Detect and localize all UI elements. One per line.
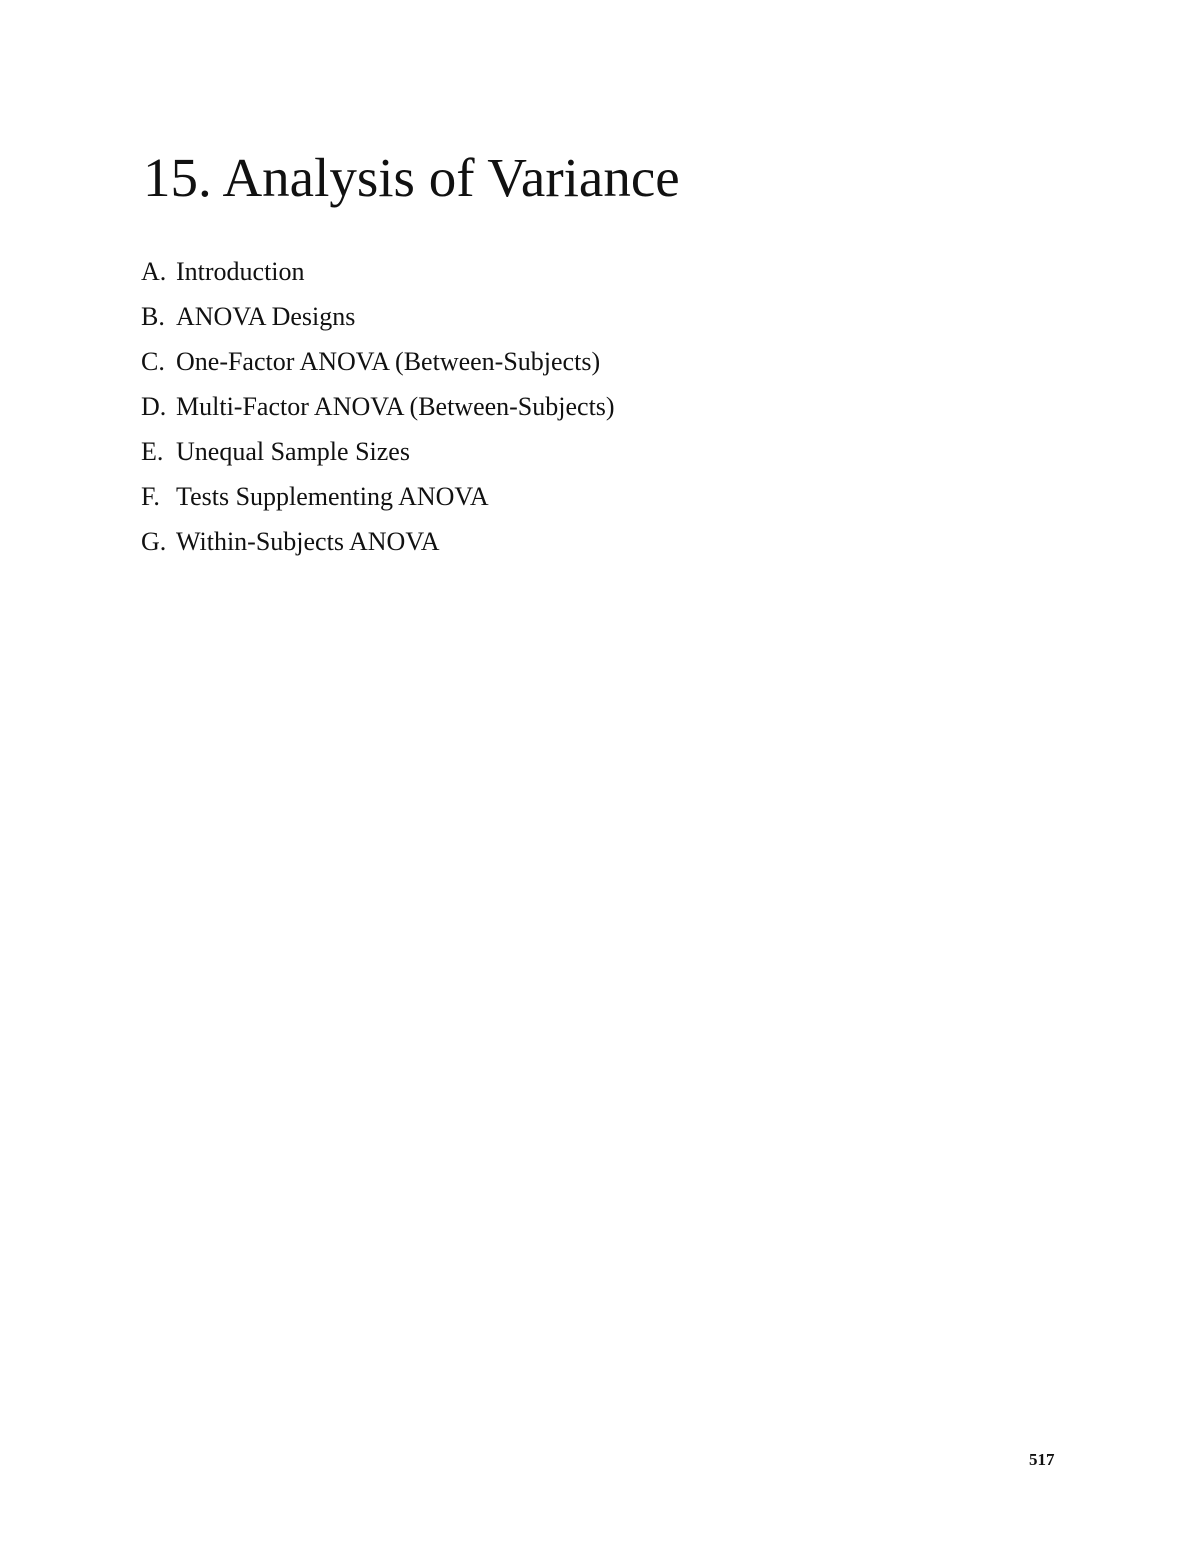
toc-item-letter: C.	[141, 347, 165, 376]
toc-item-label: ANOVA Designs	[176, 302, 356, 331]
toc-item	[141, 480, 615, 525]
toc-item	[141, 435, 615, 480]
toc-item-letter: F.	[141, 482, 160, 511]
toc-item-letter: B.	[141, 302, 165, 331]
toc-item	[141, 390, 615, 435]
toc-item-label: One-Factor ANOVA (Between-Subjects)	[176, 347, 601, 376]
toc-item-letter: D.	[141, 392, 167, 421]
toc-item-letter: E.	[141, 437, 164, 466]
chapter-contents-list	[141, 255, 615, 570]
toc-item-label: Multi-Factor ANOVA (Between-Subjects)	[176, 392, 615, 421]
toc-item	[141, 300, 615, 345]
toc-item-letter: G.	[141, 527, 167, 556]
page-number: 517	[1029, 1450, 1055, 1469]
chapter-title: 15. Analysis of Variance	[143, 147, 680, 208]
toc-item-letter: A.	[141, 257, 167, 286]
toc-item	[141, 345, 615, 390]
toc-item-label: Unequal Sample Sizes	[176, 437, 410, 466]
toc-item-label: Within-Subjects ANOVA	[176, 527, 440, 556]
toc-item-label: Introduction	[176, 257, 305, 286]
toc-item-label: Tests Supplementing ANOVA	[176, 482, 489, 511]
toc-item	[141, 255, 615, 300]
toc-item	[141, 525, 615, 570]
